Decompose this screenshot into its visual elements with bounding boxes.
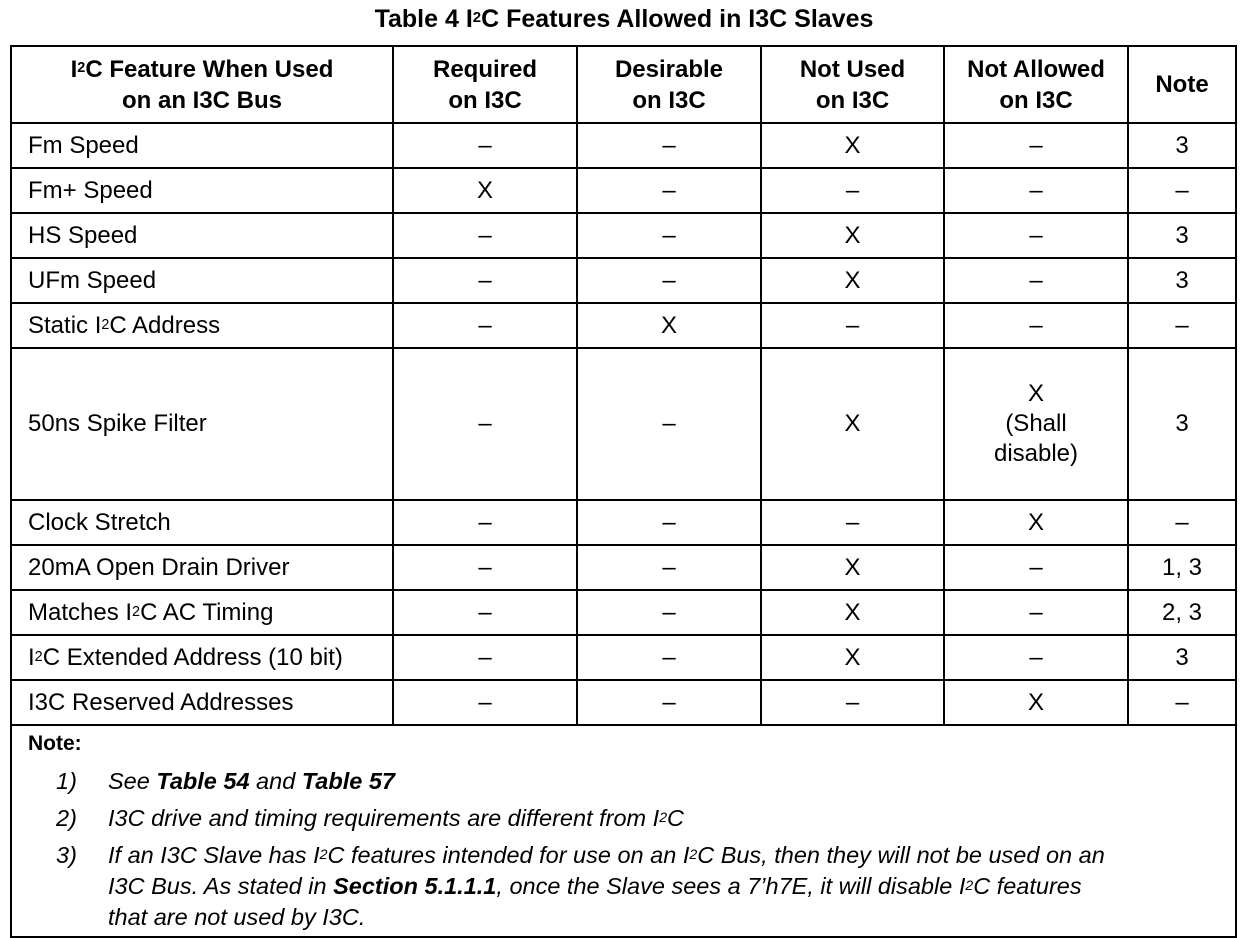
required-cell: – — [393, 680, 577, 725]
not-allowed-cell: X (Shall disable) — [944, 348, 1128, 500]
header-note: Note — [1128, 46, 1236, 123]
not-used-cell: – — [761, 680, 944, 725]
required-cell: – — [393, 258, 577, 303]
feature-cell: Matches $I^2C$ AC Timing — [11, 590, 393, 635]
desirable-cell: X — [577, 303, 761, 348]
not-used-cell: X — [761, 635, 944, 680]
note-cell: 2, 3 — [1128, 590, 1236, 635]
desirable-cell: – — [577, 348, 761, 500]
not-allowed-cell: – — [944, 303, 1128, 348]
table-row — [11, 680, 1236, 725]
required-cell: – — [393, 635, 577, 680]
header-feature: $I^2C$ Feature When Used on an I3C Bus — [11, 46, 393, 123]
note-cell: – — [1128, 500, 1236, 545]
desirable-cell: – — [577, 123, 761, 168]
table-row — [11, 500, 1236, 545]
header-desirable: Desirable on I3C — [577, 46, 761, 123]
required-cell: – — [393, 545, 577, 590]
feature-cell: Static $I^2C$ Address — [11, 303, 393, 348]
not-allowed-cell: – — [944, 123, 1128, 168]
not-used-cell: X — [761, 258, 944, 303]
not-used-cell: X — [761, 590, 944, 635]
required-cell: – — [393, 590, 577, 635]
not-used-cell: X — [761, 545, 944, 590]
note-cell: 3 — [1128, 348, 1236, 500]
not-allowed-cell: – — [944, 213, 1128, 258]
header-not-allowed: Not Allowed on I3C — [944, 46, 1128, 123]
required-cell: – — [393, 123, 577, 168]
feature-cell: HS Speed — [11, 213, 393, 258]
feature-cell: Fm+ Speed — [11, 168, 393, 213]
not-allowed-cell: – — [944, 545, 1128, 590]
header-row — [11, 46, 1236, 123]
table-title: Table 4 $I^2C$ Features Allowed in I3C Slaves — [374, 5, 874, 33]
feature-cell: UFm Speed — [11, 258, 393, 303]
table-row — [11, 545, 1236, 590]
required-cell: – — [393, 303, 577, 348]
required-cell: – — [393, 213, 577, 258]
not-used-cell: – — [761, 303, 944, 348]
not-allowed-cell: – — [944, 590, 1128, 635]
not-allowed-cell: – — [944, 635, 1128, 680]
not-used-cell: – — [761, 500, 944, 545]
desirable-cell: – — [577, 213, 761, 258]
header-not-used: Not Used on I3C — [761, 46, 944, 123]
desirable-cell: – — [577, 635, 761, 680]
note-cell: 3 — [1128, 123, 1236, 168]
table-row — [11, 213, 1236, 258]
feature-cell: Fm Speed — [11, 123, 393, 168]
required-cell: – — [393, 500, 577, 545]
feature-cell: 50ns Spike Filter — [11, 348, 393, 500]
features-table — [10, 45, 1237, 938]
desirable-cell: – — [577, 590, 761, 635]
note-cell: 3 — [1128, 258, 1236, 303]
required-cell: – — [393, 348, 577, 500]
header-required: Required on I3C — [393, 46, 577, 123]
desirable-cell: – — [577, 680, 761, 725]
note-cell: – — [1128, 303, 1236, 348]
table-row — [11, 590, 1236, 635]
notes-heading: Note: — [28, 732, 82, 755]
desirable-cell: – — [577, 545, 761, 590]
notes-row — [11, 725, 1236, 937]
table-row — [11, 303, 1236, 348]
not-used-cell: X — [761, 123, 944, 168]
table-row — [11, 258, 1236, 303]
feature-cell: $I^2C$ Extended Address (10 bit) — [11, 635, 393, 680]
not-allowed-cell: – — [944, 258, 1128, 303]
note-cell: – — [1128, 680, 1236, 725]
table-row — [11, 348, 1236, 500]
required-cell: X — [393, 168, 577, 213]
desirable-cell: – — [577, 258, 761, 303]
not-used-cell: X — [761, 213, 944, 258]
not-allowed-cell: – — [944, 168, 1128, 213]
notes-cell: Note: 1) See Table 54 and Table 57 2) I3C drive and timing requirements are different from $I^2C$ 3) If an I3C Slave has $I^2C$ features intended for use on an $I^2C$ Bus, then they will not be used on an I3C Bus. As stated in Section 5.1.1.1, once the Slave sees a 7’h7E, it will disable $I^2C$ features that are not used by I3C. — [11, 725, 1236, 937]
table-row — [11, 635, 1236, 680]
desirable-cell: – — [577, 500, 761, 545]
note-cell: – — [1128, 168, 1236, 213]
note-cell: 3 — [1128, 635, 1236, 680]
feature-cell: 20mA Open Drain Driver — [11, 545, 393, 590]
feature-cell: I3C Reserved Addresses — [11, 680, 393, 725]
not-used-cell: – — [761, 168, 944, 213]
note-cell: 3 — [1128, 213, 1236, 258]
table-row — [11, 168, 1236, 213]
feature-cell: Clock Stretch — [11, 500, 393, 545]
table-row — [11, 123, 1236, 168]
not-allowed-cell: X — [944, 680, 1128, 725]
not-allowed-cell: X — [944, 500, 1128, 545]
desirable-cell: – — [577, 168, 761, 213]
note-cell: 1, 3 — [1128, 545, 1236, 590]
not-used-cell: X — [761, 348, 944, 500]
